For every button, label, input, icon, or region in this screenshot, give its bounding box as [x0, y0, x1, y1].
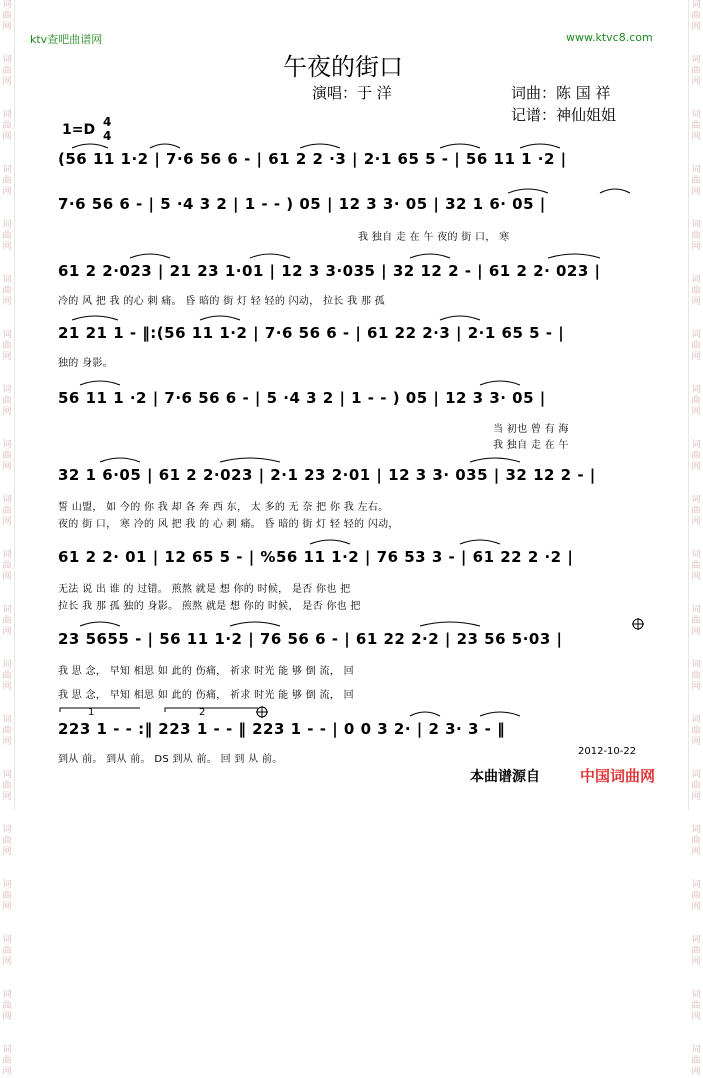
watermark-char: 曲	[2, 616, 12, 626]
source-label: 本曲谱源自	[470, 769, 540, 785]
watermark-char: 词	[2, 110, 12, 120]
watermark-char: 曲	[2, 561, 12, 571]
score-row-4: 21 21 1 - ‖:(56 11 1·2 | 7·6 56 6 - | 61 22 2·3 | 2·1 65 5 - |	[58, 324, 565, 342]
watermark-char: 曲	[2, 506, 12, 516]
transcriber-credit: 记谱：神仙姐姐	[511, 106, 617, 124]
watermark-char: 词	[691, 330, 701, 340]
watermark-char: 网	[691, 682, 701, 692]
site-link-left[interactable]: ktv查吧曲谱网	[30, 33, 103, 46]
watermark-char: 网	[2, 22, 12, 32]
watermark-char: 曲	[2, 396, 12, 406]
lyric-row-5-verse-1: 当 初也 曾 有 海	[493, 424, 569, 435]
watermark-char: 词	[691, 660, 701, 670]
watermark-char: 网	[2, 517, 12, 527]
volta-2-label: 2	[199, 707, 206, 718]
watermark-char: 网	[2, 902, 12, 912]
watermark-char: 词	[2, 1045, 12, 1055]
watermark-char: 网	[2, 407, 12, 417]
watermark-char: 网	[691, 902, 701, 912]
watermark-char: 词	[691, 935, 701, 945]
watermark-char: 词	[2, 990, 12, 1000]
watermark-char: 曲	[2, 836, 12, 846]
watermark-char: 曲	[691, 1056, 701, 1066]
watermark-char: 词	[2, 880, 12, 890]
lyric-row-6-verse-2: 夜的 街 口， 寒 冷的 风 把 我 的 心 刺 痛。 昏 暗的 街 灯 轻 轻的 闪动，	[58, 519, 399, 530]
watermark-char: 词	[691, 0, 701, 10]
watermark-char: 曲	[691, 396, 701, 406]
watermark-char: 词	[2, 605, 12, 615]
watermark-char: 网	[2, 242, 12, 252]
watermark-char: 网	[2, 682, 12, 692]
watermark-char: 网	[691, 352, 701, 362]
watermark-char: 曲	[691, 781, 701, 791]
watermark-char: 词	[2, 165, 12, 175]
lyric-row-9: 到从 前。 到从 前。 DS 到从 前。 回 到 从 前。	[58, 754, 283, 765]
score-row-5: 56 11 1 ·2 | 7·6 56 6 - | 5 ·4 3 2 | 1 - - ) 05 | 12 3 3· 05 |	[58, 389, 546, 407]
watermark-char: 曲	[2, 891, 12, 901]
watermark-char: 网	[691, 22, 701, 32]
watermark-char: 网	[691, 1067, 701, 1077]
watermark-char: 词	[691, 990, 701, 1000]
watermark-char: 曲	[691, 616, 701, 626]
time-signature-top: 4	[103, 115, 112, 129]
watermark-char: 词	[691, 770, 701, 780]
lyric-row-3: 冷的 风 把 我 的心 刺 痛。 昏 暗的 街 灯 轻 轻的 闪动， 拉长 我 那 孤	[58, 296, 385, 307]
watermark-char: 词	[691, 220, 701, 230]
score-row-3: 61 2 2·023 | 21 23 1·01 | 12 3 3·035 | 32 12 2 - | 61 2 2· 023 |	[58, 262, 601, 280]
watermark-char: 曲	[2, 451, 12, 461]
watermark-char: 曲	[691, 286, 701, 296]
watermark-char: 网	[691, 242, 701, 252]
site-link-right[interactable]: www.ktvc8.com	[566, 31, 653, 44]
score-row-7: 61 2 2· 01 | 12 65 5 - | %56 11 1·2 | 76 53 3 - | 61 22 2 ·2 |	[58, 548, 574, 566]
watermark-char: 词	[691, 275, 701, 285]
watermark-char: 网	[691, 957, 701, 967]
watermark-char: 词	[2, 770, 12, 780]
watermark-char: 词	[2, 660, 12, 670]
lyric-row-7-verse-2: 拉长 我 那 孤 独的 身影。 煎熬 就是 想 你的 时候， 是否 你也 把	[58, 601, 361, 612]
watermark-char: 网	[691, 847, 701, 857]
composer-credit: 词曲：陈 国 祥	[511, 84, 611, 102]
watermark-char: 网	[2, 132, 12, 142]
lyric-row-2: 我 独自 走 在 午 夜的 街 口， 寒	[358, 232, 510, 243]
watermark-char: 网	[2, 847, 12, 857]
watermark-char: 词	[2, 550, 12, 560]
watermark-char: 网	[2, 187, 12, 197]
watermark-char: 词	[691, 605, 701, 615]
watermark-char: 曲	[2, 66, 12, 76]
watermark-char: 网	[691, 462, 701, 472]
time-signature-bottom: 4	[103, 129, 112, 143]
watermark-char: 词	[691, 55, 701, 65]
right-watermark-strip	[688, 0, 703, 1077]
score-row-1: (56 11 1·2 | 7·6 56 6 - | 61 2 2 ·3 | 2·1 65 5 - | 56 11 1 ·2 |	[58, 150, 567, 168]
lyric-row-8-verse-1: 我 思 念， 早知 相思 如 此的 伤痛， 祈求 时光 能 够 倒 流， 回	[58, 666, 354, 677]
watermark-char: 网	[691, 187, 701, 197]
watermark-char: 曲	[691, 726, 701, 736]
lyric-row-8-verse-2: 我 思 念， 早知 相思 如 此的 伤痛， 祈求 时光 能 够 倒 流， 回	[58, 690, 354, 701]
watermark-char: 词	[691, 1045, 701, 1055]
key-signature: 1=D	[62, 122, 96, 138]
watermark-char: 词	[691, 440, 701, 450]
watermark-char: 网	[691, 1012, 701, 1022]
watermark-char: 网	[2, 462, 12, 472]
watermark-char: 曲	[691, 121, 701, 131]
watermark-char: 词	[2, 0, 12, 10]
left-watermark-strip	[0, 0, 15, 1077]
watermark-char: 词	[2, 825, 12, 835]
watermark-char: 曲	[2, 11, 12, 21]
lyric-row-4: 独的 身影。	[58, 358, 113, 369]
watermark-char: 词	[691, 715, 701, 725]
watermark-char: 曲	[691, 561, 701, 571]
watermark-char: 网	[2, 1067, 12, 1077]
watermark-char: 词	[691, 165, 701, 175]
watermark-char: 曲	[2, 671, 12, 681]
watermark-char: 网	[2, 1012, 12, 1022]
watermark-char: 曲	[2, 946, 12, 956]
watermark-char: 网	[691, 737, 701, 747]
watermark-char: 曲	[691, 946, 701, 956]
singer-credit: 演唱：于 洋	[312, 84, 392, 102]
song-title: 午夜的街口	[283, 53, 403, 81]
watermark-char: 词	[2, 715, 12, 725]
watermark-char: 曲	[691, 891, 701, 901]
source-site-link[interactable]: 中国词曲网	[580, 767, 656, 785]
watermark-char: 词	[2, 220, 12, 230]
watermark-char: 网	[2, 737, 12, 747]
watermark-char: 曲	[2, 286, 12, 296]
watermark-char: 网	[691, 297, 701, 307]
watermark-char: 曲	[2, 1001, 12, 1011]
watermark-char: 词	[2, 275, 12, 285]
watermark-char: 词	[2, 385, 12, 395]
watermark-char: 词	[2, 935, 12, 945]
lyric-row-7-verse-1: 无法 说 出 谁 的 过错。 煎熬 就是 想 你的 时候， 是否 你也 把	[58, 584, 351, 595]
watermark-char: 网	[691, 792, 701, 802]
lyric-row-6-verse-1: 誓 山盟， 如 今的 你 我 却 各 奔 西 东， 太 多的 无 奈 把 你 我 左右。	[58, 502, 389, 513]
watermark-char: 曲	[2, 176, 12, 186]
watermark-char: 曲	[691, 836, 701, 846]
watermark-char: 曲	[691, 506, 701, 516]
watermark-char: 网	[691, 627, 701, 637]
score-row-6: 32 1 6·05 | 61 2 2·023 | 2·1 23 2·01 | 12 3 3· 035 | 32 12 2 - |	[58, 466, 596, 484]
watermark-char: 网	[2, 792, 12, 802]
watermark-char: 词	[691, 495, 701, 505]
watermark-char: 词	[2, 330, 12, 340]
watermark-char: 网	[2, 572, 12, 582]
watermark-char: 曲	[2, 781, 12, 791]
watermark-char: 曲	[2, 231, 12, 241]
watermark-char: 曲	[2, 1056, 12, 1066]
transcription-date: 2012-10-22	[578, 746, 637, 757]
watermark-char: 网	[691, 132, 701, 142]
watermark-char: 曲	[691, 11, 701, 21]
watermark-char: 曲	[691, 341, 701, 351]
watermark-char: 网	[2, 957, 12, 967]
watermark-char: 网	[2, 627, 12, 637]
watermark-char: 曲	[691, 1001, 701, 1011]
watermark-char: 词	[2, 440, 12, 450]
score-row-9: 223 1 - - :‖ 223 1 - - ‖ 223 1 - - | 0 0 3 2· | 2 3· 3 - ‖	[58, 720, 506, 738]
watermark-char: 词	[691, 825, 701, 835]
score-row-2: 7·6 56 6 - | 5 ·4 3 2 | 1 - - ) 05 | 12 3 3· 05 | 32 1 6· 05 |	[58, 195, 546, 213]
watermark-char: 网	[691, 407, 701, 417]
watermark-char: 网	[691, 572, 701, 582]
watermark-char: 词	[691, 550, 701, 560]
watermark-char: 曲	[2, 341, 12, 351]
score-row-8: 23 5655 - | 56 11 1·2 | 76 56 6 - | 61 22 2·2 | 23 56 5·03 |	[58, 630, 563, 648]
watermark-char: 网	[691, 77, 701, 87]
watermark-char: 曲	[691, 66, 701, 76]
watermark-char: 曲	[2, 121, 12, 131]
watermark-char: 曲	[691, 176, 701, 186]
watermark-char: 曲	[691, 451, 701, 461]
watermark-char: 网	[691, 517, 701, 527]
watermark-char: 曲	[691, 671, 701, 681]
watermark-char: 词	[2, 55, 12, 65]
volta-1-label: 1	[88, 707, 95, 718]
watermark-char: 网	[2, 352, 12, 362]
watermark-char: 曲	[2, 726, 12, 736]
watermark-char: 网	[2, 77, 12, 87]
watermark-char: 网	[2, 297, 12, 307]
lyric-row-5-verse-2: 我 独自 走 在 午	[493, 440, 569, 451]
watermark-char: 词	[691, 880, 701, 890]
watermark-char: 曲	[691, 231, 701, 241]
watermark-char: 词	[691, 385, 701, 395]
watermark-char: 词	[2, 495, 12, 505]
watermark-char: 词	[691, 110, 701, 120]
